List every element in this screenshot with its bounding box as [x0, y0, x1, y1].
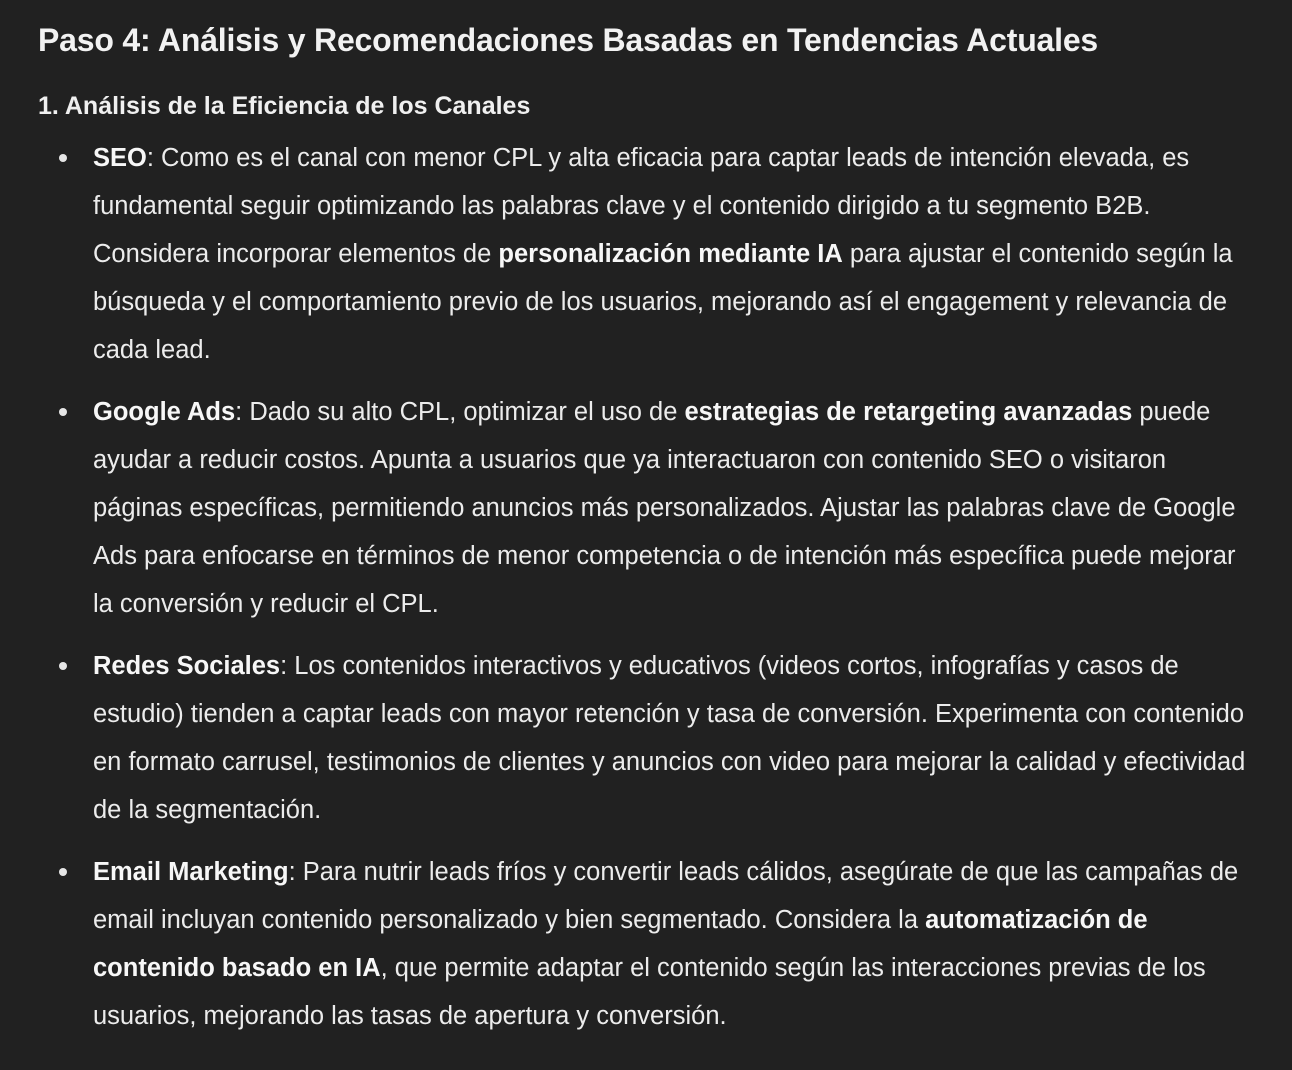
channel-list [38, 134, 1252, 1040]
bullet-icon [59, 868, 67, 876]
bullet-icon [59, 154, 67, 162]
item-text: , que permite adaptar el contenido según las interacciones previas de los usuarios, mejorando las tasas de apertura y conversión. [93, 954, 1206, 1030]
item-text: puede ayudar a reducir costos. Apunta a usuarios que ya interactuaron con contenido SEO o visitaron páginas específicas, permitiendo anuncios más personalizados. Ajustar las palabras clave de Google Ads para enfocarse en términos de menor competencia o de intención más específica puede mejorar la conversión y reducir el CPL. [93, 398, 1236, 618]
item-text: para ajustar el contenido según la búsqueda y el comportamiento previo de los usuarios, mejorando así el engagement y relevancia de cada lead. [93, 240, 1233, 364]
list-item-email-marketing [38, 848, 1252, 1040]
item-emphasis: estrategias de retargeting avanzadas [684, 398, 1133, 426]
item-emphasis: personalización mediante IA [498, 240, 843, 268]
item-text: : Como es el canal con menor CPL y alta eficacia para captar leads de intención elevada, es fundamental seguir optimizando las palabras clave y el contenido dirigido a tu segmento B2B. Considera incorporar elementos de [93, 144, 1190, 268]
item-emphasis: automatización de contenido basado en IA [93, 906, 1148, 982]
bullet-icon [59, 662, 67, 670]
channel-name: Google Ads [93, 398, 236, 426]
section-heading: 1. Análisis de la Eficiencia de los Canales [38, 92, 531, 120]
bullet-icon [59, 408, 67, 416]
item-text: : Dado su alto CPL, optimizar el uso de [235, 398, 685, 426]
item-text: : Los contenidos interactivos y educativos (videos cortos, infografías y casos de estudio) tienden a captar leads con mayor retención y tasa de conversión. Experimenta con contenido en formato carrusel, testimonios de clientes y anuncios con video para mejorar la calidad y efectividad de la segmentación. [93, 652, 1246, 824]
channel-name: SEO [93, 144, 147, 172]
channel-name: Redes Sociales [93, 652, 281, 680]
channel-name: Email Marketing [93, 858, 289, 886]
list-item-seo [38, 134, 1252, 374]
list-item-redes-sociales [38, 642, 1252, 834]
step-title: Paso 4: Análisis y Recomendaciones Basadas en Tendencias Actuales [38, 22, 1099, 58]
item-text: : Para nutrir leads fríos y convertir leads cálidos, asegúrate de que las campañas de email incluyan contenido personalizado y bien segmentado. Considera la [93, 858, 1239, 934]
list-item-google-ads [38, 388, 1252, 628]
